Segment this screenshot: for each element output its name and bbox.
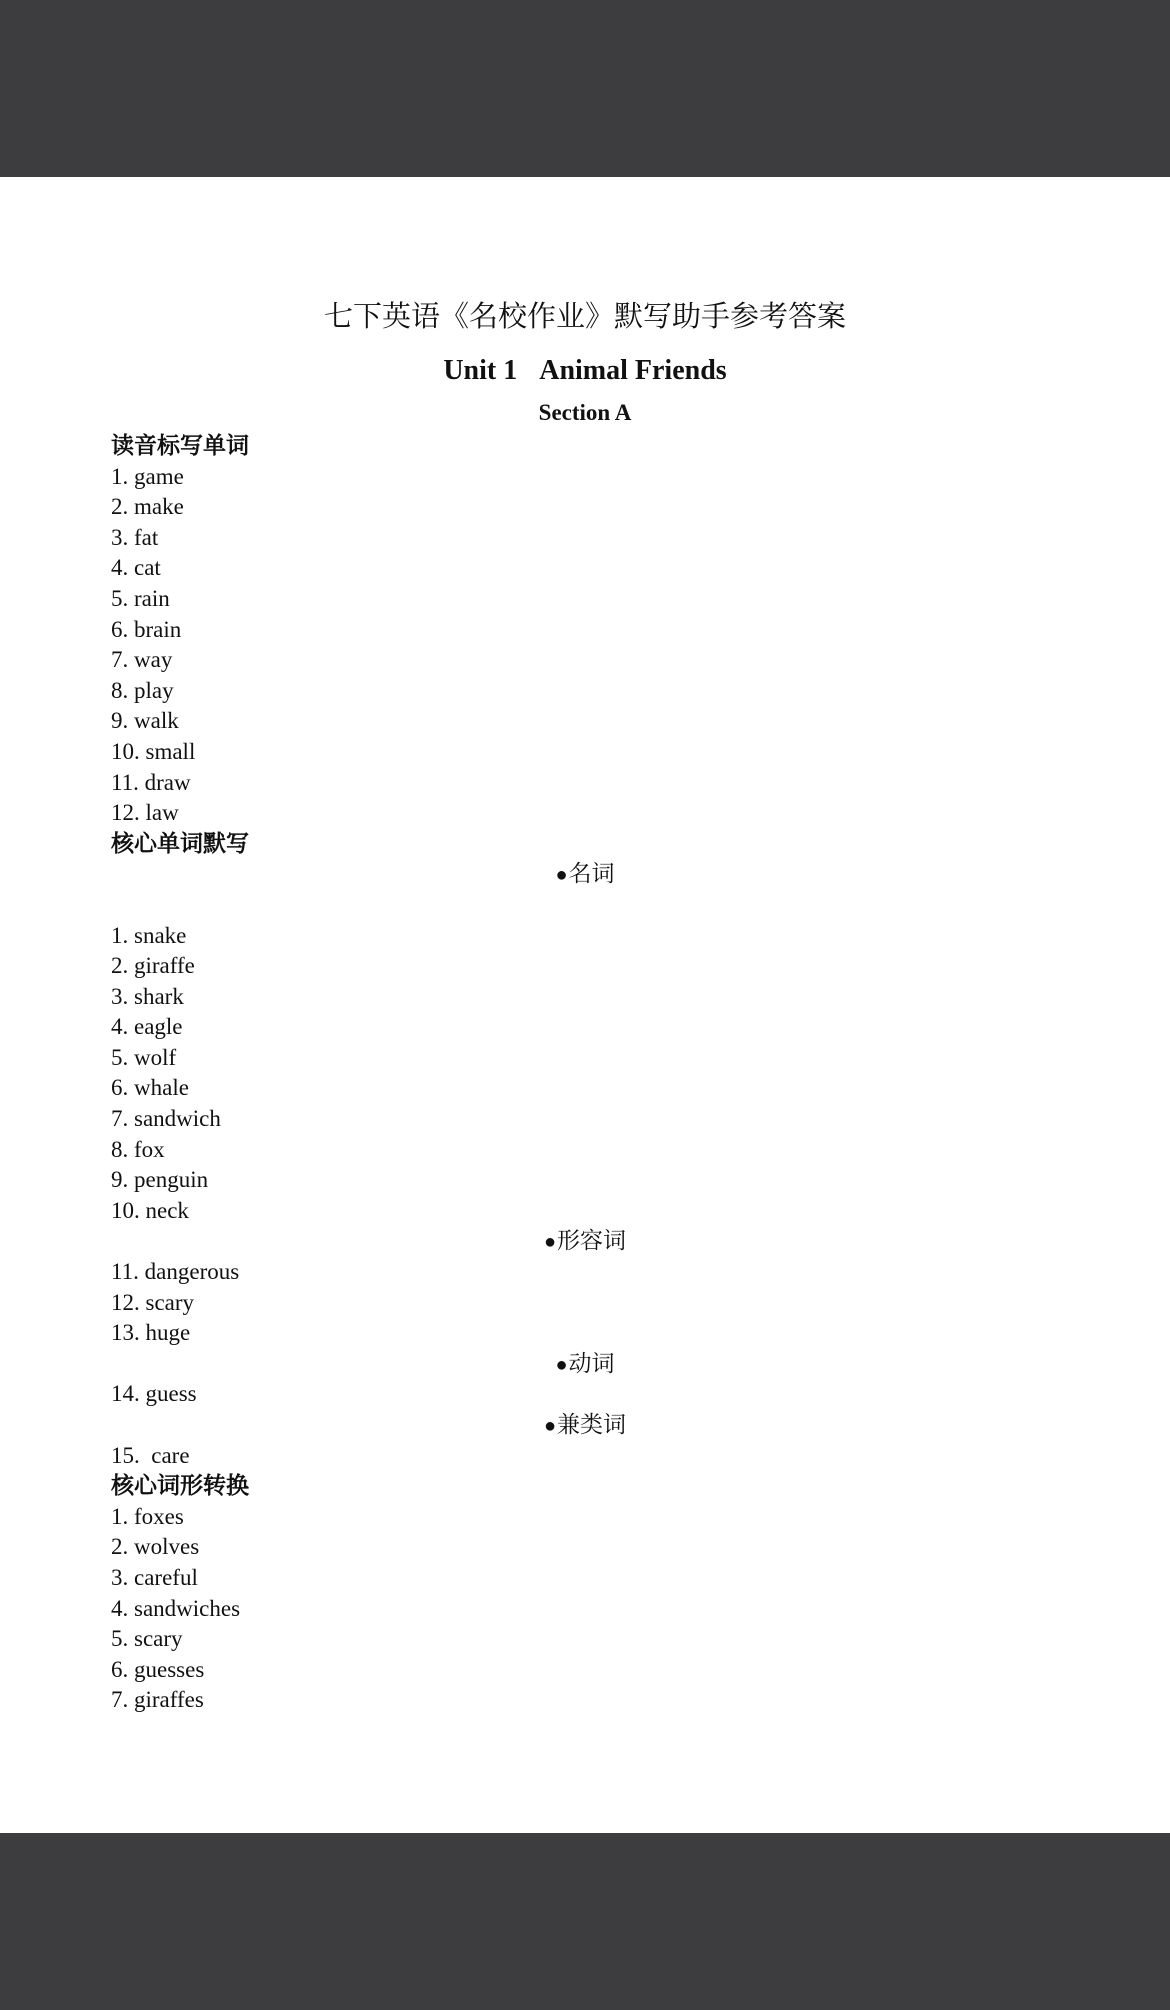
- list-item: 1. snake: [111, 922, 187, 948]
- part1-heading: 读音标写单词: [111, 433, 249, 458]
- list-item: 11. dangerous: [111, 1259, 240, 1285]
- list-item: 12. scary: [111, 1289, 195, 1315]
- list-item: 5. scary: [111, 1626, 183, 1652]
- list-item: 3. careful: [111, 1564, 198, 1590]
- bullet-icon: ●: [555, 864, 568, 887]
- list-item: 5. wolf: [111, 1044, 177, 1070]
- section-title: Section A: [538, 400, 632, 425]
- list-item: 8. fox: [111, 1136, 165, 1162]
- list-item: 2. wolves: [111, 1534, 200, 1560]
- list-item: 8. play: [111, 677, 174, 703]
- subheading-nouns: ●名词: [555, 861, 615, 887]
- list-item: 1. game: [111, 463, 184, 489]
- unit-name: Animal Friends: [539, 355, 727, 386]
- unit-number: Unit 1: [443, 355, 518, 386]
- list-item: 6. brain: [111, 616, 182, 642]
- bullet-icon: ●: [543, 1231, 557, 1254]
- list-item: 13. huge: [111, 1320, 191, 1346]
- document-title: 七下英语《名校作业》默写助手参考答案: [323, 301, 846, 333]
- verbs-list: [111, 1379, 1059, 1410]
- part1-list: [111, 462, 1059, 829]
- multi-class-list: [111, 1441, 1059, 1472]
- list-item: 1. foxes: [111, 1503, 184, 1529]
- list-item: 7. way: [111, 647, 173, 673]
- unit-title: [111, 353, 1059, 399]
- list-item: 3. shark: [111, 983, 184, 1009]
- list-item: 10. small: [111, 738, 196, 764]
- list-item: 10. neck: [111, 1197, 189, 1223]
- document-page: [0, 177, 1170, 1833]
- subheading-adjectives: ●形容词: [543, 1228, 627, 1254]
- list-item: 9. penguin: [111, 1167, 209, 1193]
- list-item: 14. guess: [111, 1381, 197, 1407]
- list-item: 12. law: [111, 800, 179, 826]
- list-item: 4. sandwiches: [111, 1595, 241, 1621]
- list-item: 4. eagle: [111, 1014, 183, 1040]
- bullet-icon: ●: [543, 1415, 557, 1437]
- adjectives-list: [111, 1257, 1059, 1349]
- list-item: 3. fat: [111, 524, 159, 550]
- list-item: 9. walk: [111, 708, 179, 734]
- list-item: 15. care: [111, 1442, 190, 1468]
- list-item: 6. whale: [111, 1075, 189, 1101]
- list-item: 4. cat: [111, 555, 161, 581]
- document-content: [111, 299, 1059, 1716]
- part2-heading: 核心单词默写: [111, 830, 249, 856]
- list-item: 7. sandwich: [111, 1106, 221, 1132]
- subheading-multi-class: ●兼类词: [543, 1412, 627, 1437]
- nouns-list: [111, 921, 1059, 1227]
- part3-list: [111, 1502, 1059, 1716]
- part3-heading: 核心词形转换: [111, 1473, 249, 1499]
- list-item: 7. giraffes: [111, 1687, 204, 1713]
- list-item: 11. draw: [111, 769, 191, 795]
- list-item: 2. giraffe: [111, 953, 195, 979]
- bullet-icon: ●: [555, 1353, 568, 1376]
- list-item: 6. guesses: [111, 1656, 205, 1682]
- list-item: 5. rain: [111, 585, 170, 611]
- list-item: 2. make: [111, 494, 184, 520]
- subheading-verbs: ●动词: [555, 1350, 615, 1376]
